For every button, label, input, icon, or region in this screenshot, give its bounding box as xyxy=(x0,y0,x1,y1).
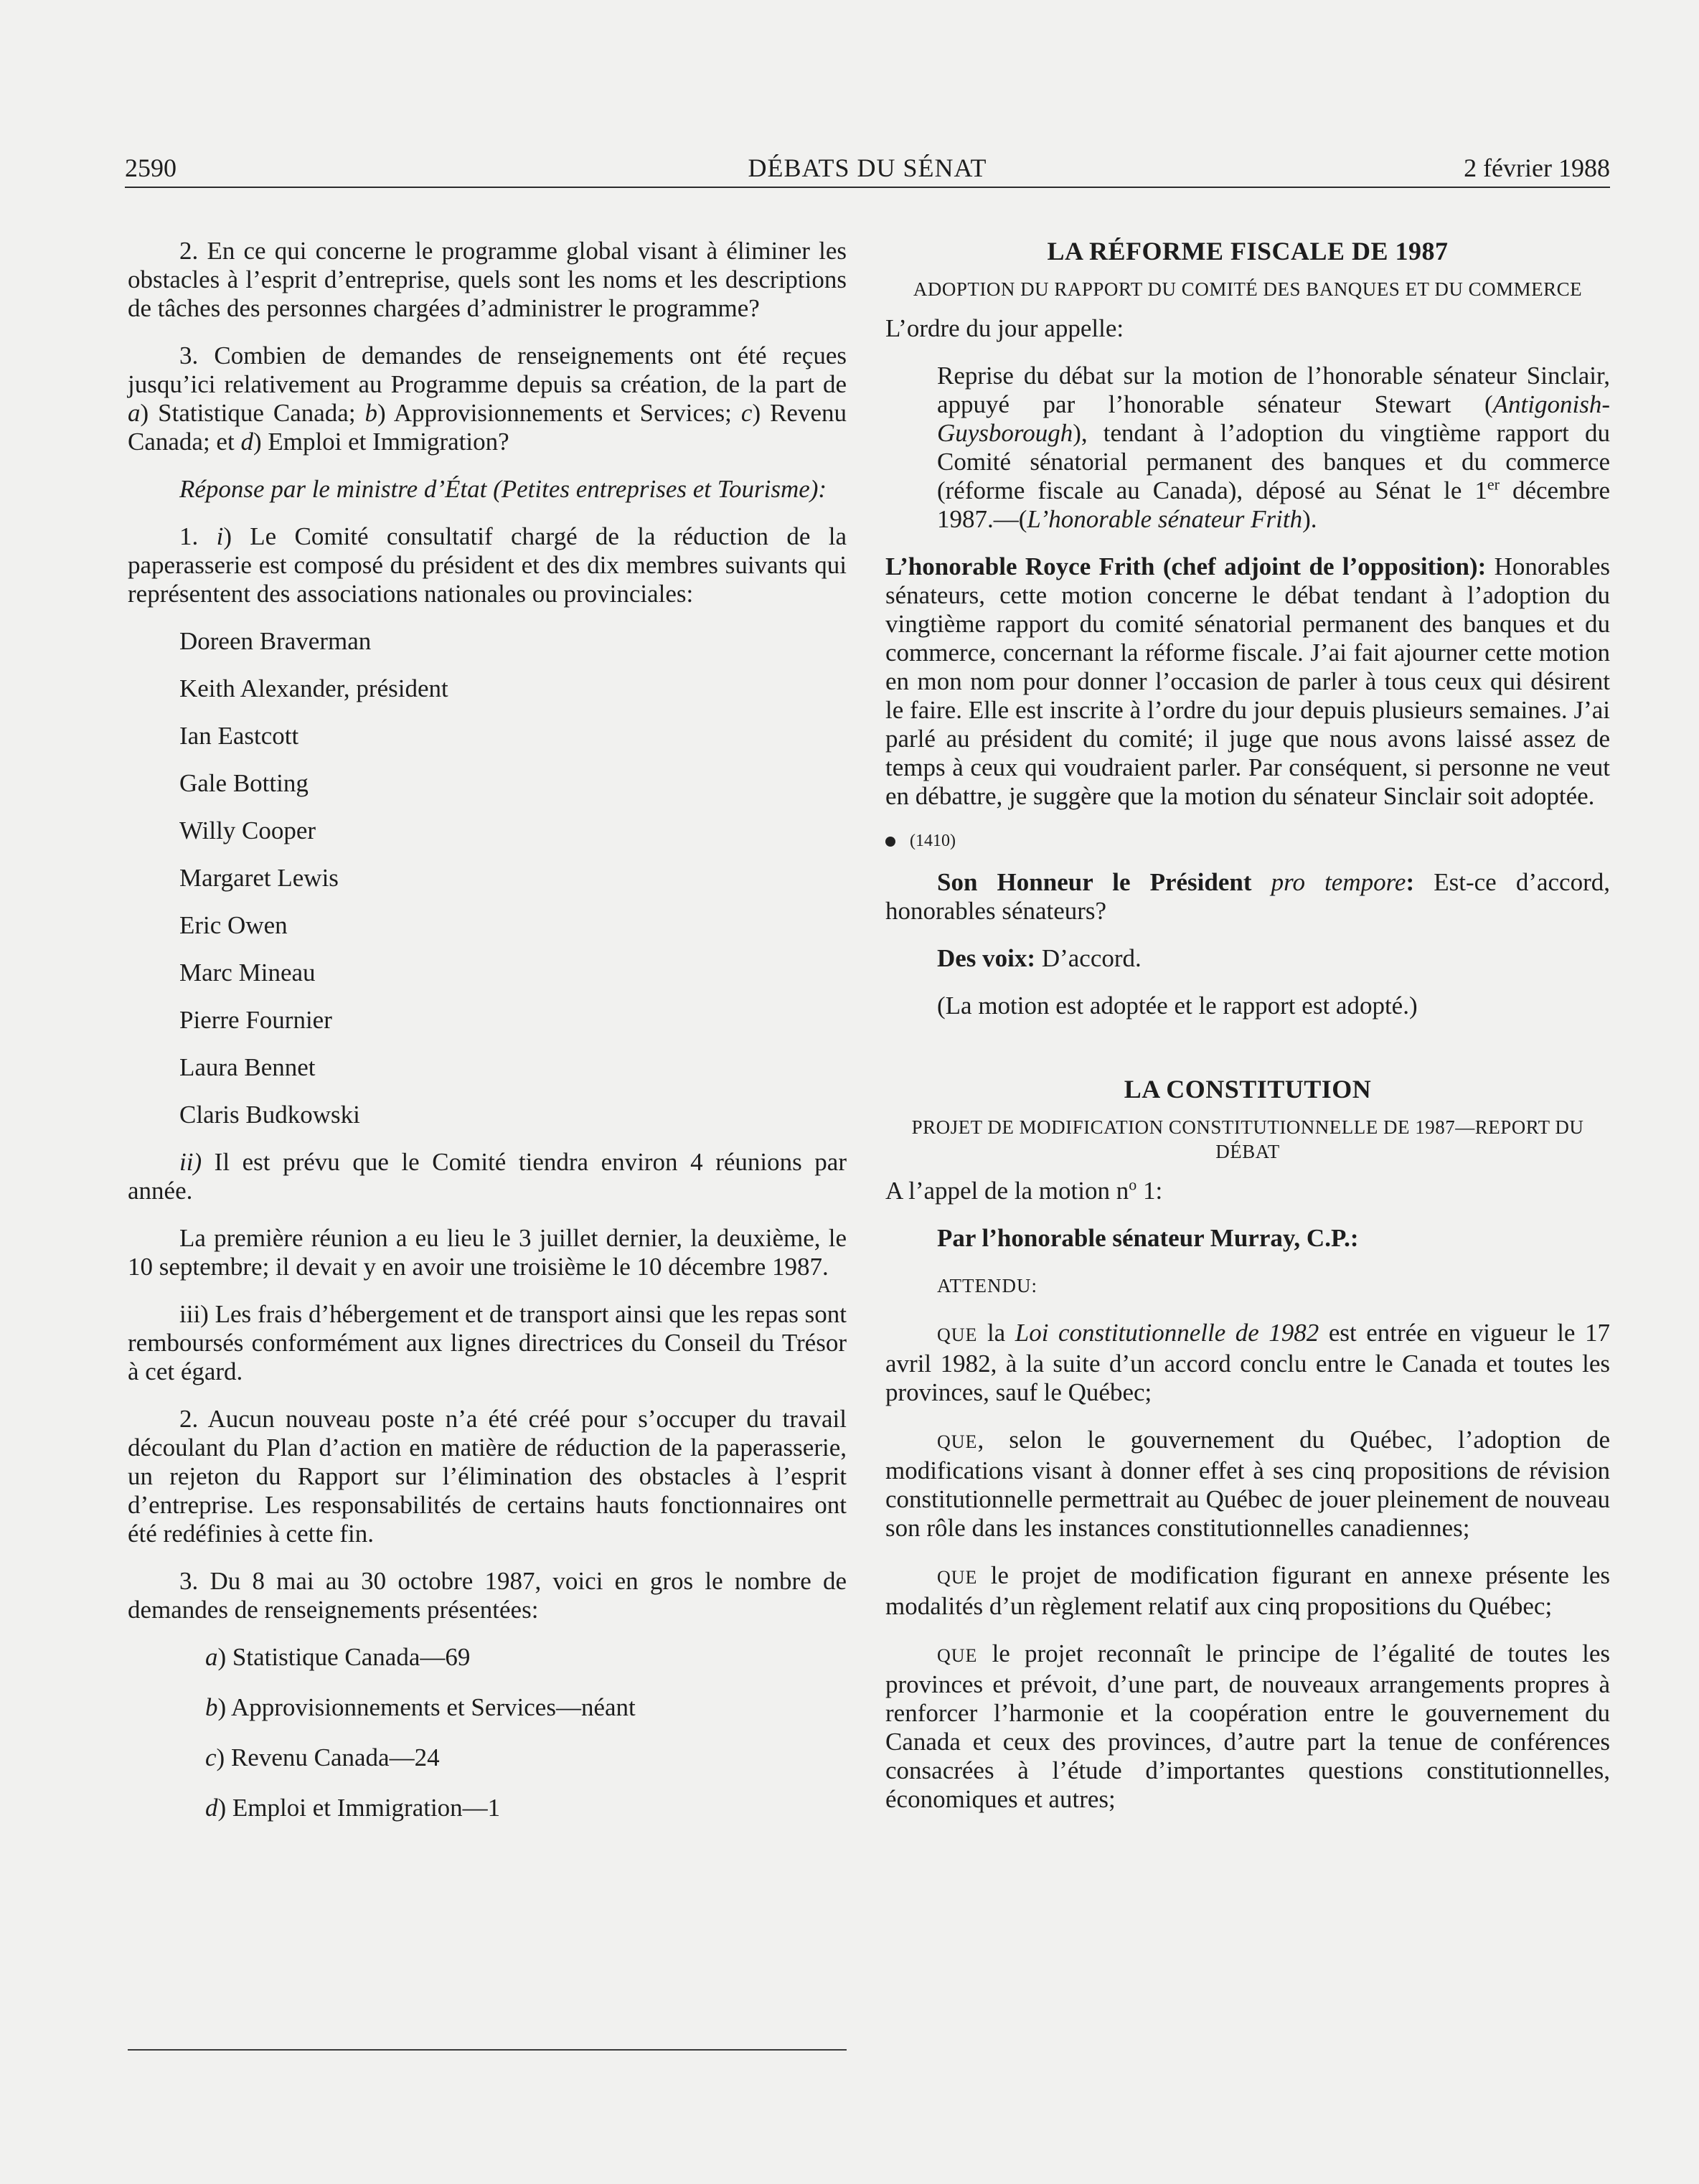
meeting-dates: La première réunion a eu lieu le 3 juillet dernier, la deuxième, le 10 septembre; il devait y en avoir une troisième le 10 décembre 1987. xyxy=(128,1224,847,1281)
attendu: ATTENDU: xyxy=(937,1275,1037,1296)
section-subtitle-constitution: PROJET DE MODIFICATION CONSTITUTIONNELLE DE 1987—REPORT DU DÉBAT xyxy=(911,1116,1584,1162)
request-count: d) Emploi et Immigration—1 xyxy=(205,1794,501,1822)
request-count: b) Approvisionnements et Services—néant xyxy=(205,1693,636,1721)
publication-title: DÉBATS DU SÉNAT xyxy=(748,154,987,182)
answer-2: 2. Aucun nouveau poste n’a été créé pour s’occuper du travail découlant du Plan d’action en matière de réduction de la paperasserie, un rejeton du Rapport sur l’élimination des obstacles à l’esprit d’entreprise. Les responsabilités de certains hauts fonctionnaires ont été redéfinies à cette fin. xyxy=(128,1405,847,1548)
adoption-result: (La motion est adoptée et le rapport est adopté.) xyxy=(937,992,1418,1020)
resumption-of-debate: Reprise du débat sur la motion de l’honorable sénateur Sinclair, appuyé par l’honorable sénateur Stewart (Antigonish-Guysborough), tendant à l’adoption du vingtième rapport du Comité sénatorial permanent des banques et du commerce (réforme fiscale au Canada), déposé au Sénat le 1er décembre 1987.—(L’honorable sénateur Frith). xyxy=(937,362,1610,533)
voices: Des voix: D’accord. xyxy=(937,944,1142,972)
page-number: 2590 xyxy=(125,154,177,182)
whereas-4: QUE le projet reconnaît le principe de l’égalité de toutes les provinces et prévoit, d’une part, de nouveaux arrangements propres à renforcer l’harmonie et la coopération entre le gouvernement du Canada et ceux des provinces, d’autre part la tenue de conférences consacrées à l’étude d’importantes questions constitutionnelles, économiques et autres; xyxy=(885,1639,1610,1813)
speaker-name: L’honorable Royce Frith (chef adjoint de l’opposition): xyxy=(885,552,1487,580)
member-name: Laura Bennet xyxy=(179,1053,316,1081)
frith-speech: L’honorable Royce Frith (chef adjoint de l’opposition): Honorables sénateurs, cette motion concerne le débat tendant à l’adoption du vingtième rapport du comité sénatorial permanent des banques et du commerce, concernant la réforme fiscale. J’ai fait ajourner cette motion en mon nom pour donner l’occasion de parler à tous ceux qui désirent le faire. Elle est inscrite à l’ordre du jour depuis plusieurs semaines. J’ai parlé au président du comité; il juge que nous avons laissé assez de temps à ceux qui voudraient parler. Par conséquent, si personne ne veut en débattre, je suggère que la motion du sénateur Sinclair soit adoptée. xyxy=(885,552,1610,810)
time-marker: (1410) xyxy=(885,827,1610,855)
publication-date: 2 février 1988 xyxy=(1464,154,1610,182)
question-3: 3. Combien de demandes de renseignements ont été reçues jusqu’ici relativement au Programme depuis sa création, de la part de a) Statistique Canada; b) Approvisionnements et Services; c) Revenu Canada; et d) Emploi et Immigration? xyxy=(128,342,847,456)
whereas-3: QUE le projet de modification figurant en annexe présente les modalités d’un règlement relatif aux cinq propositions du Québec; xyxy=(885,1561,1610,1620)
president-speech: Son Honneur le Président pro tempore: Est-ce d’accord, honorables sénateurs? xyxy=(885,868,1610,925)
member-name: Keith Alexander, président xyxy=(179,674,448,702)
question-2: 2. En ce qui concerne le programme global visant à éliminer les obstacles à l’esprit d’entreprise, quels sont les noms et les descriptions de tâches des personnes chargées d’administrer le programme? xyxy=(128,237,847,322)
response-heading: Réponse par le ministre d’État (Petites entreprises et Tourisme): xyxy=(179,475,827,503)
member-name: Eric Owen xyxy=(179,911,288,939)
answer-3: 3. Du 8 mai au 30 octobre 1987, voici en gros le nombre de demandes de renseignements présentées: xyxy=(128,1567,847,1624)
answer-1-iii: iii) Les frais d’hébergement et de transport ainsi que les repas sont remboursés conformément aux lignes directrices du Conseil du Trésor à cet égard. xyxy=(128,1300,847,1385)
member-name: Ian Eastcott xyxy=(179,722,299,750)
member-name: Margaret Lewis xyxy=(179,864,339,892)
bullet-icon xyxy=(885,837,895,847)
member-name: Marc Mineau xyxy=(179,959,316,987)
request-count: c) Revenu Canada—24 xyxy=(205,1743,440,1771)
member-name: Doreen Braverman xyxy=(179,627,372,655)
motion-call: A l’appel de la motion $n^o$ 1: xyxy=(885,1175,1163,1205)
section-title-tax-reform: LA RÉFORME FISCALE DE 1987 xyxy=(1047,237,1449,265)
member-name: Gale Botting xyxy=(179,769,309,797)
column-end-rule xyxy=(128,2049,847,2051)
member-name: Pierre Fournier xyxy=(179,1006,332,1034)
page-header xyxy=(125,149,1610,188)
whereas-2: QUE, selon le gouvernement du Québec, l’adoption de modifications visant à donner effet à ses cinq propositions de révision constitutionnelle permettrait au Québec de jouer pleinement de nouveau son rôle dans les instances constitutionnelles canadiennes; xyxy=(885,1426,1610,1542)
answer-1-ii: ii) Il est prévu que le Comité tiendra environ 4 réunions par année. xyxy=(128,1148,847,1205)
right-column xyxy=(885,237,1610,1832)
left-column xyxy=(128,237,847,1844)
whereas-1: QUE la Loi constitutionnelle de 1982 est entrée en vigueur le 17 avril 1982, à la suite d’un accord conclu entre le Canada et toutes les provinces, sauf le Québec; xyxy=(885,1319,1610,1406)
section-title-constitution: LA CONSTITUTION xyxy=(1124,1075,1372,1103)
member-name: Claris Budkowski xyxy=(179,1101,360,1129)
order-call: L’ordre du jour appelle: xyxy=(885,314,1124,342)
member-name: Willy Cooper xyxy=(179,816,316,844)
request-count: a) Statistique Canada—69 xyxy=(205,1643,471,1671)
answer-1: 1. i) Le Comité consultatif chargé de la réduction de la paperasserie est composé du président et des dix membres suivants qui représentent des associations nationales ou provinciales: xyxy=(128,522,847,608)
section-subtitle-tax-reform: ADOPTION DU RAPPORT DU COMITÉ DES BANQUES ET DU COMMERCE xyxy=(913,278,1583,300)
motion-by-senator: Par l’honorable sénateur Murray, C.P.: xyxy=(937,1224,1359,1252)
